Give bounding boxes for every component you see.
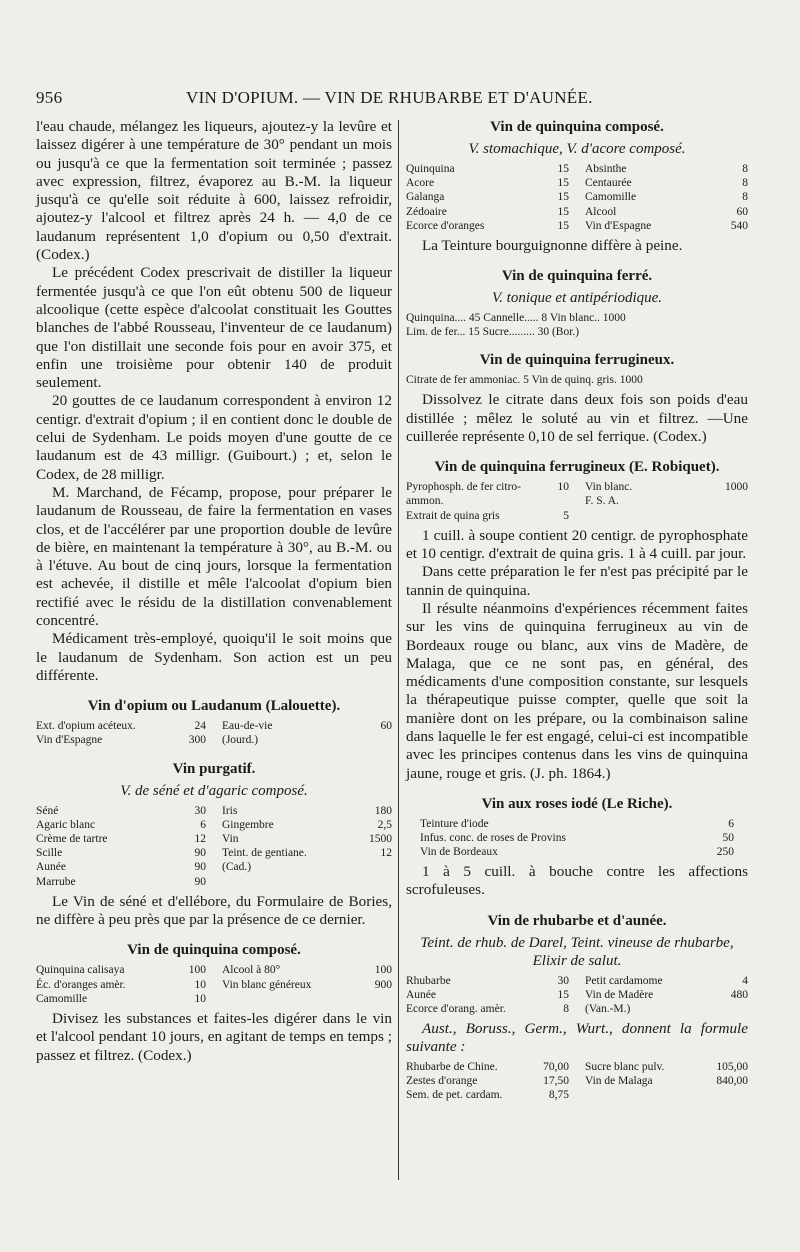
table-row bbox=[406, 176, 569, 190]
ingredient-quantity: 840,00 bbox=[716, 1074, 748, 1087]
ingredient-quantity: 60 bbox=[380, 720, 392, 733]
ingredient-name: Quinquina bbox=[406, 163, 455, 175]
ingredient-name: Gingembre bbox=[222, 818, 274, 831]
ingredient-quantity: 15 bbox=[557, 163, 569, 175]
table-row bbox=[406, 1088, 569, 1102]
table-row bbox=[406, 480, 569, 508]
table-row bbox=[222, 719, 392, 733]
table-row bbox=[36, 860, 206, 874]
table-row bbox=[36, 875, 206, 889]
ingredient-name: Iris bbox=[222, 804, 238, 817]
section-title: Vin de quinquina ferrugineux. bbox=[479, 352, 675, 369]
ingredient-quantity: 8 bbox=[742, 163, 748, 175]
ingredient-quantity: 15 bbox=[557, 219, 569, 232]
table-row bbox=[420, 831, 734, 845]
table-column bbox=[406, 480, 577, 523]
ingredient-name: Centaurée bbox=[585, 177, 632, 190]
table-column bbox=[214, 719, 392, 747]
ingredient-name: Ecorce d'oranges bbox=[406, 219, 485, 232]
table-row bbox=[36, 733, 206, 747]
ingredient-quantity bbox=[724, 1002, 748, 1016]
recipe-table bbox=[36, 804, 392, 889]
table-column bbox=[577, 480, 748, 523]
ingredient-name: Agaric blanc bbox=[36, 818, 96, 831]
table-row bbox=[36, 832, 206, 846]
ingredient-name: Extrait de quina gris bbox=[406, 509, 500, 522]
table-column bbox=[577, 1060, 748, 1103]
table-column bbox=[406, 974, 577, 1017]
recipe-table bbox=[406, 974, 748, 1017]
ingredient-name: Séné bbox=[36, 804, 59, 817]
ingredient-quantity: 15 bbox=[557, 988, 569, 1001]
table-row bbox=[585, 176, 748, 190]
table-row bbox=[585, 1060, 748, 1074]
running-title: VIN D'OPIUM. — VIN DE RHUBARBE ET D'AUNÉE. bbox=[186, 88, 593, 107]
table-row bbox=[406, 1002, 569, 1016]
ingredient-name: Ecorce d'orang. amèr. bbox=[406, 1002, 506, 1015]
table-row bbox=[585, 494, 748, 508]
ingredient-name: Vin de Bordeaux bbox=[420, 845, 498, 858]
ingredient-quantity: 180 bbox=[374, 804, 392, 817]
table-row bbox=[222, 832, 392, 846]
ingredient-quantity: 90 bbox=[194, 847, 206, 860]
table-row bbox=[585, 974, 748, 988]
recipe-table bbox=[406, 817, 748, 859]
ingredient-name: Zédoaire bbox=[406, 205, 447, 218]
ingredient-quantity: 100 bbox=[188, 964, 206, 977]
ingredient-quantity: 8,75 bbox=[548, 1089, 569, 1102]
paragraph: l'eau chaude, mélangez les liqueurs, ajoutez-y la levûre et laissez digérer à une température de 30° pendant un mois ou jusqu'à ce que la fermentation soit terminée ; passez avec expression, filtrez, évaporez au B.-M. la liqueur jusqu'à ce qu'elle soit réduite à 600, laissez refroidir, ajoutez-y l'alcool et filtrez après 24 h. — 4,0 de ce laudanum représentent 1,0 d'opium ou 0,50 d'extrait. (Codex.) bbox=[36, 118, 392, 264]
table-row bbox=[406, 988, 569, 1002]
ingredient-quantity: 2,5 bbox=[377, 818, 392, 831]
recipe-table bbox=[406, 480, 748, 523]
section-title: Vin de quinquina composé. bbox=[490, 119, 664, 135]
ingredient-name: Camomille bbox=[585, 191, 637, 204]
table-row bbox=[222, 860, 392, 874]
table-row bbox=[222, 733, 392, 747]
table-row bbox=[585, 1074, 748, 1088]
ingredient-name: Infus. conc. de roses de Provins bbox=[420, 831, 566, 844]
table-row bbox=[585, 480, 748, 494]
table-row bbox=[36, 992, 206, 1006]
ingredient-quantity: 8 bbox=[563, 1002, 569, 1015]
table-row bbox=[420, 817, 734, 831]
recipe-line: Quinquina.... 45 Cannelle..... 8 Vin blanc.. 1000 bbox=[406, 312, 626, 325]
recipe-line: Lim. de fer... 15 Sucre......... 30 (Bor.) bbox=[406, 326, 580, 339]
table-row bbox=[406, 190, 569, 204]
table-row bbox=[406, 1074, 569, 1088]
ingredient-quantity: 1000 bbox=[725, 481, 748, 494]
section-subtitle: V. stomachique, V. d'acore composé. bbox=[468, 141, 686, 157]
ingredient-quantity bbox=[724, 494, 748, 508]
ingredient-quantity: 17,50 bbox=[543, 1074, 569, 1087]
right-column bbox=[406, 118, 748, 1106]
ingredient-name: (Cad.) bbox=[222, 861, 252, 874]
ingredient-name: Vin blanc généreux bbox=[222, 978, 312, 991]
ingredient-quantity: 300 bbox=[188, 734, 206, 747]
ingredient-quantity: 90 bbox=[194, 861, 206, 874]
ingredient-name: Vin de Madère bbox=[585, 988, 654, 1001]
table-column bbox=[36, 963, 214, 1006]
ingredient-quantity: 105,00 bbox=[716, 1060, 748, 1073]
paragraph: Le Vin de séné et d'ellébore, du Formulaire de Bories, ne diffère à peu près que par la présence de ce dernier. bbox=[36, 892, 392, 929]
ingredient-name: (Jourd.) bbox=[222, 734, 259, 747]
ingredient-name: Alcool bbox=[585, 205, 617, 218]
ingredient-quantity: 10 bbox=[557, 481, 569, 494]
ingredient-name: Absinthe bbox=[585, 163, 627, 175]
ingredient-quantity: 540 bbox=[730, 219, 748, 232]
ingredient-quantity: 10 bbox=[194, 978, 206, 991]
ingredient-name: Rhubarbe bbox=[406, 974, 451, 987]
ingredient-quantity: 90 bbox=[194, 875, 206, 888]
ingredient-name: Pyrophosph. de fer citro-ammon. bbox=[406, 481, 521, 508]
ingredient-quantity bbox=[368, 860, 392, 874]
ingredient-quantity: 100 bbox=[374, 964, 392, 977]
table-row bbox=[222, 978, 392, 992]
paragraph: Dans cette préparation le fer n'est pas précipité par le tannin de quinquina. bbox=[406, 563, 748, 599]
table-row bbox=[406, 1060, 569, 1074]
ingredient-quantity: 480 bbox=[730, 988, 748, 1001]
table-row bbox=[222, 963, 392, 977]
ingredient-quantity: 24 bbox=[194, 720, 206, 733]
table-column bbox=[406, 1060, 577, 1103]
ingredient-name: Marrube bbox=[36, 875, 76, 888]
ingredient-quantity bbox=[368, 733, 392, 747]
section-title: Vin purgatif. bbox=[172, 760, 256, 777]
ingredient-name: Aunée bbox=[406, 988, 437, 1001]
section-title: Vin de quinquina ferrugineux (E. Robiquet). bbox=[434, 459, 720, 476]
table-row bbox=[222, 804, 392, 818]
table-row bbox=[406, 205, 569, 219]
table-row bbox=[585, 988, 748, 1002]
table-row bbox=[36, 963, 206, 977]
ingredient-name: Ext. d'opium acéteux. bbox=[36, 720, 136, 733]
table-column bbox=[214, 963, 392, 1006]
ingredient-name: Sem. de pet. cardam. bbox=[406, 1089, 503, 1102]
ingredient-quantity: 50 bbox=[722, 831, 734, 844]
table-row bbox=[222, 818, 392, 832]
ingredient-quantity: 10 bbox=[194, 992, 206, 1005]
paragraph: 1 cuill. à soupe contient 20 centigr. de pyrophosphate et 10 centigr. d'extrait de quina gris. 1 à 4 cuill. par jour. bbox=[406, 526, 748, 563]
table-column bbox=[406, 162, 577, 233]
table-row bbox=[222, 846, 392, 860]
ingredient-name: Alcool à 80° bbox=[222, 964, 281, 977]
recipe-table bbox=[36, 719, 392, 747]
ingredient-quantity: 12 bbox=[380, 847, 392, 860]
ingredient-quantity: 30 bbox=[557, 974, 569, 987]
ingredient-quantity: 8 bbox=[742, 191, 748, 204]
ingredient-name: Petit cardamome bbox=[585, 974, 663, 987]
ingredient-name: Zestes d'orange bbox=[406, 1074, 478, 1087]
table-row bbox=[406, 974, 569, 988]
ingredient-name: (Van.-M.) bbox=[585, 1002, 631, 1015]
ingredient-name: Camomille bbox=[36, 992, 88, 1005]
paragraph: Dissolvez le citrate dans deux fois son poids d'eau distillée ; mêlez le soluté au vin et filtrez. —Une cuillerée représente 0,10 de sel ferrique. (Codex.) bbox=[406, 391, 748, 445]
ingredient-name: Galanga bbox=[406, 191, 445, 204]
paragraph: Divisez les substances et faites-les digérer dans le vin et l'alcool pendant 10 jours, en agitant de temps en temps ; passez et filtrez. (Codex.) bbox=[36, 1010, 392, 1064]
table-row bbox=[36, 846, 206, 860]
table-row bbox=[406, 219, 569, 233]
table-row bbox=[585, 205, 748, 219]
ingredient-name: Vin bbox=[222, 833, 239, 846]
section-title: Vin de rhubarbe et d'aunée. bbox=[487, 912, 667, 929]
page-number: 956 bbox=[36, 88, 63, 107]
table-column bbox=[36, 719, 214, 747]
table-row bbox=[585, 162, 748, 176]
table-column bbox=[577, 162, 748, 233]
page-header bbox=[36, 88, 748, 114]
section-subtitle: Teint. de rhub. de Darel, Teint. vineuse de rhubarbe, Elixir de salut. bbox=[420, 934, 734, 969]
ingredient-quantity: 1500 bbox=[369, 833, 392, 846]
table-row bbox=[585, 190, 748, 204]
ingredient-quantity: 15 bbox=[557, 191, 569, 204]
ingredient-quantity: 15 bbox=[557, 177, 569, 190]
column-divider bbox=[398, 120, 399, 1180]
section-title: Vin aux roses iodé (Le Riche). bbox=[481, 795, 673, 812]
ingredient-name: Teint. de gentiane. bbox=[222, 847, 307, 860]
ingredient-name: Sucre blanc pulv. bbox=[585, 1060, 665, 1073]
table-row bbox=[36, 978, 206, 992]
recipe-table bbox=[406, 162, 748, 233]
left-column bbox=[36, 118, 392, 1065]
section-title: Vin de quinquina ferré. bbox=[501, 268, 653, 285]
table-row bbox=[420, 845, 734, 859]
ingredient-name: Eau-de-vie bbox=[222, 720, 273, 733]
section-title: Vin de quinquina composé. bbox=[127, 942, 301, 959]
section-subtitle: V. de séné et d'agaric composé. bbox=[120, 782, 308, 799]
ingredient-quantity: 30 bbox=[194, 804, 206, 817]
ingredient-name: Acore bbox=[406, 177, 435, 190]
paragraph: M. Marchand, de Fécamp, propose, pour préparer le laudanum de Rousseau, de faire la fermentation en vases clos, et de l'accélérer par une proportion double de levûre de bière, en maintenant la température à 30°, au B.-M. ou à l'étuve. Au bout de cinq jours, lorsque la fermentation est achevée, il distille et mêle l'alcoolat d'opium bien rectifié avec le résidu de la distillation convenablement concentré. bbox=[36, 483, 392, 630]
section-title: Vin d'opium ou Laudanum (Lalouette). bbox=[87, 698, 341, 715]
ingredient-quantity: 6 bbox=[200, 818, 206, 831]
table-row bbox=[36, 818, 206, 832]
table-row bbox=[36, 804, 206, 818]
paragraph: 1 à 5 cuill. à bouche contre les affections scrofuleuses. bbox=[406, 862, 748, 899]
paragraph: 20 gouttes de ce laudanum correspondent à environ 12 centigr. d'extrait d'opium ; il en contient donc le double de celui de Sydenham. Le poids moyen d'une goutte de ce laudanum est de 43 milligr. (Guibourt.) ; et, selon le Codex, de 28 milligr. bbox=[36, 392, 392, 483]
ingredient-name: Éc. d'oranges amèr. bbox=[36, 978, 126, 991]
paragraph: Il résulte néanmoins d'expériences récemment faites sur les vins de quinquina ferrugineux au vin de Bordeaux rouge ou blanc, aux vins de Madère, de Malaga, que ce ne sont pas, en général, des médicaments d'une composition constante, sur lesquels la thérapeutique puisse compter, quelle que soit la manière dont on les prépare, ou la combinaison saline dans laquelle le fer est engagé, celui-ci est incompatible avec les principes contenus dans les vins de quinquina jaune, rouge et gris. (J. ph. 1864.) bbox=[406, 600, 748, 782]
ingredient-name: F. S. A. bbox=[585, 495, 619, 508]
recipe-table bbox=[406, 1060, 748, 1103]
paragraph: Le précédent Codex prescrivait de distiller la liqueur fermentée jusqu'à ce que l'on eût obtenu 500 de liqueur alcoolique (cette espèce d'alcoolat constituait les Gouttes blanches de l'abbé Rousseau, l'inventeur de ce laudanum) que l'on distillait une seconde fois pour en avoir 375, et enfin une troisième pour obtenir 140 de produit seulement. bbox=[36, 264, 392, 392]
ingredient-name: Teinture d'iode bbox=[420, 817, 489, 830]
ingredient-name: Vin d'Espagne bbox=[36, 734, 103, 747]
section-subtitle: V. tonique et antipériodique. bbox=[491, 290, 663, 307]
table-row bbox=[36, 719, 206, 733]
recipe-line: Citrate de fer ammoniac. 5 Vin de quinq. gris. 1000 bbox=[406, 374, 643, 387]
table-column bbox=[36, 804, 214, 889]
recipe-lines bbox=[406, 311, 748, 339]
ingredient-name: Quinquina calisaya bbox=[36, 964, 125, 977]
paragraph: Aust., Boruss., Germ., Wurt., donnent la formule suivante : bbox=[406, 1020, 748, 1056]
ingredient-quantity: 6 bbox=[728, 817, 734, 830]
paragraph: La Teinture bourguignonne diffère à peine. bbox=[422, 237, 683, 255]
ingredient-quantity: 8 bbox=[742, 177, 748, 190]
table-column bbox=[214, 804, 392, 889]
ingredient-name: Aunée bbox=[36, 861, 67, 874]
ingredient-name: Vin d'Espagne bbox=[585, 219, 652, 232]
ingredient-quantity: 60 bbox=[736, 205, 748, 218]
table-row bbox=[406, 162, 569, 176]
recipe-table bbox=[36, 963, 392, 1006]
ingredient-name: Rhubarbe de Chine. bbox=[406, 1060, 498, 1073]
table-row bbox=[585, 219, 748, 233]
ingredient-quantity: 5 bbox=[563, 509, 569, 522]
ingredient-quantity: 250 bbox=[716, 845, 734, 858]
ingredient-quantity: 900 bbox=[374, 978, 392, 991]
ingredient-name: Crème de tartre bbox=[36, 833, 108, 846]
table-column bbox=[577, 974, 748, 1017]
table-row bbox=[406, 509, 569, 523]
paragraph: Médicament très-employé, quoiqu'il le soit moins que le laudanum de Sydenham. Son action est un peu différente. bbox=[36, 630, 392, 684]
ingredient-quantity: 70,00 bbox=[543, 1060, 569, 1073]
ingredient-name: Vin blanc. bbox=[585, 481, 633, 494]
ingredient-name: Vin de Malaga bbox=[585, 1074, 653, 1087]
ingredient-quantity: 12 bbox=[194, 833, 206, 846]
ingredient-quantity: 4 bbox=[742, 974, 748, 987]
ingredient-name: Scille bbox=[36, 847, 63, 860]
table-row bbox=[585, 1002, 748, 1016]
ingredient-quantity: 15 bbox=[557, 205, 569, 218]
